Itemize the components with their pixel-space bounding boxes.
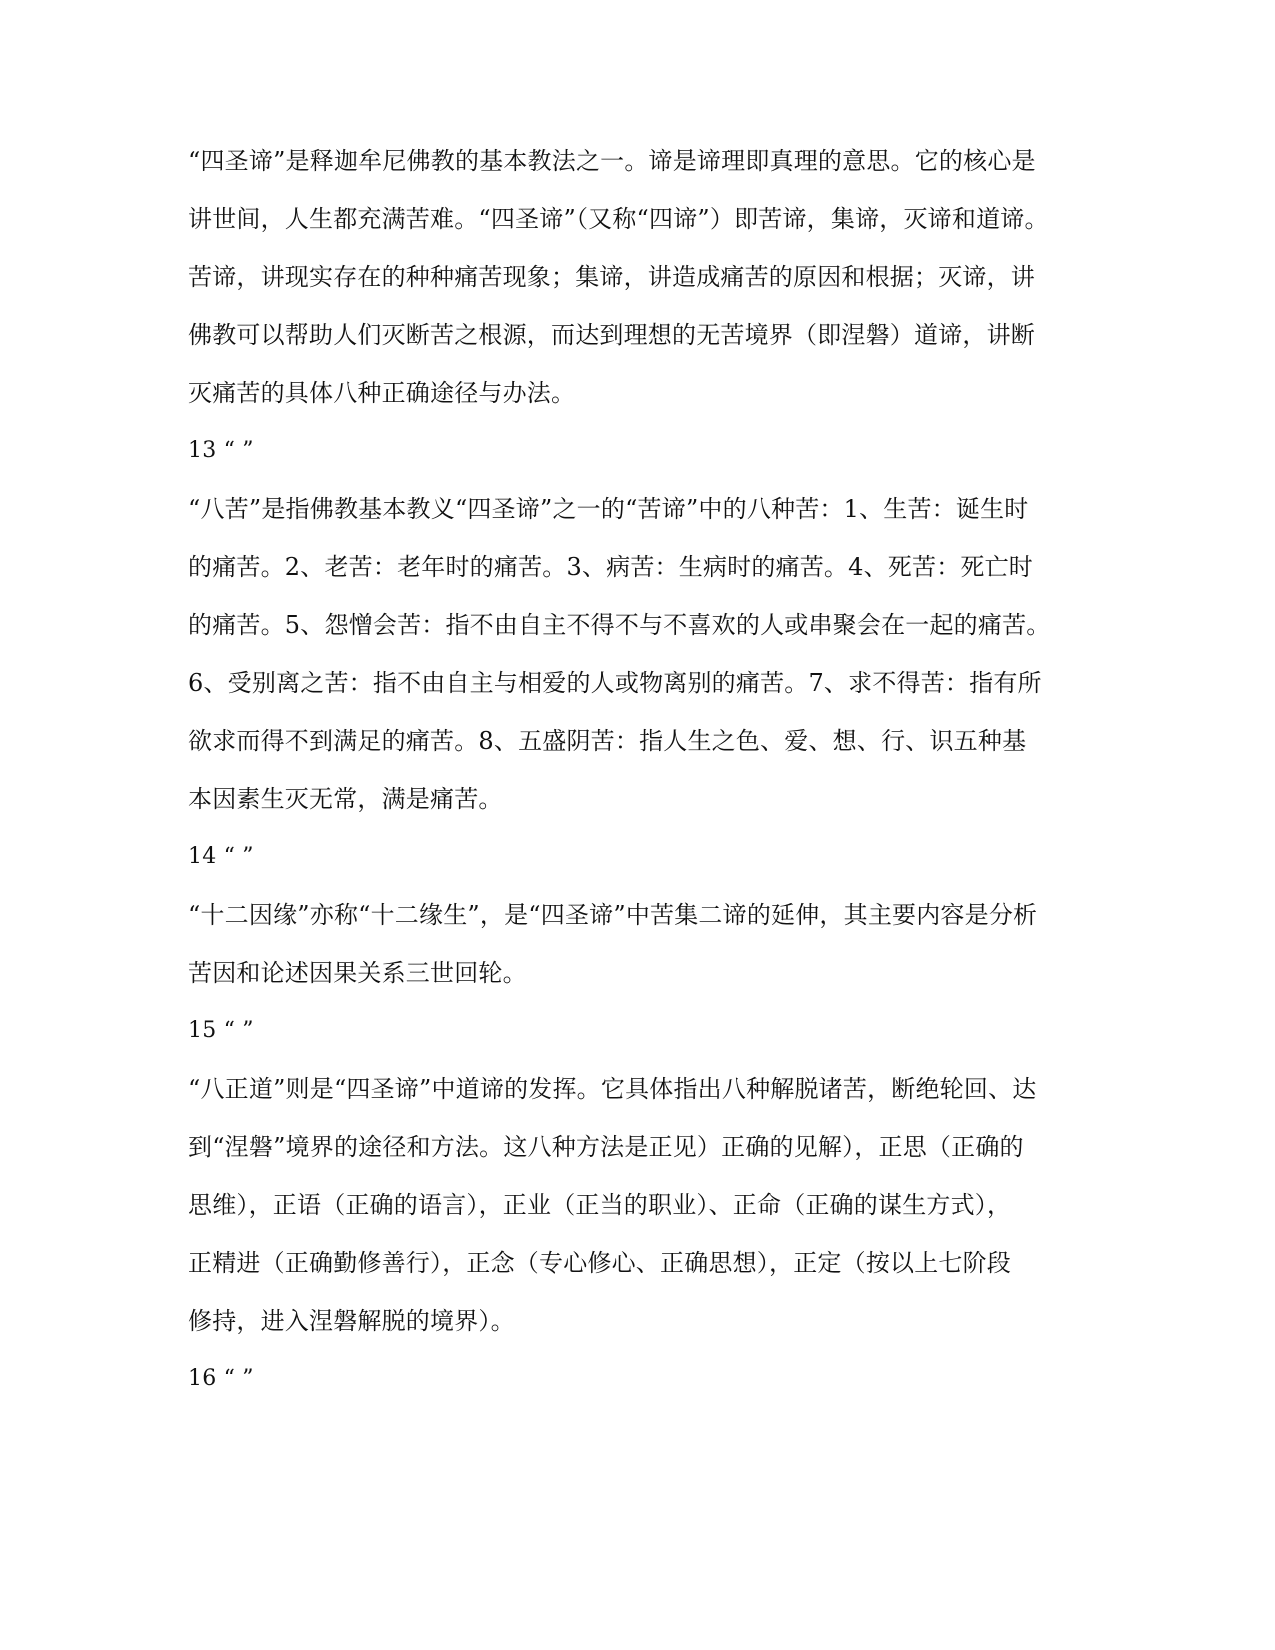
paragraph-line: 修持，进入涅磐解脱的境界）。 [188,1307,515,1335]
paragraph-line: 6、受别离之苦：指不由自主与相爱的人或物离别的痛苦。7、求不得苦：指有所 [188,669,1042,697]
paragraph-line: 佛教可以帮助人们灭断苦之根源，而达到理想的无苦境界（即涅磐）道谛，讲断 [188,321,1035,349]
section-heading: 14 “ ” [188,844,254,869]
paragraph-line: 灭痛苦的具体八种正确途径与办法。 [188,379,576,407]
paragraph-line: 讲世间，人生都充满苦难。“四圣谛”（又称“四谛”）即苦谛，集谛，灭谛和道谛。 [188,205,1049,233]
paragraph-line: 苦因和论述因果关系三世回轮。 [188,959,527,987]
paragraph-line: “八苦”是指佛教基本教义“四圣谛”之一的“苦谛”中的八种苦：1、生苦：诞生时 [188,495,1029,523]
paragraph-line: “四圣谛”是释迦牟尼佛教的基本教法之一。谛是谛理即真理的意思。它的核心是 [188,147,1036,175]
paragraph-line: 正精进（正确勤修善行），正念（专心修心、正确思想），正定（按以上七阶段 [188,1249,1011,1277]
paragraph-line: “八正道”则是“四圣谛”中道谛的发挥。它具体指出八种解脱诸苦，断绝轮回、达 [188,1075,1037,1103]
section-heading: 13 “ ” [188,438,254,463]
paragraph-line: 苦谛，讲现实存在的种种痛苦现象；集谛，讲造成痛苦的原因和根据；灭谛，讲 [188,263,1035,291]
paragraph-line: 到“涅磐”境界的途径和方法。这八种方法是正见）正确的见解），正思（正确的 [188,1133,1024,1161]
paragraph-line: “十二因缘”亦称“十二缘生”，是“四圣谛”中苦集二谛的延伸，其主要内容是分析 [188,901,1038,929]
section-heading: 16 “ ” [188,1366,254,1391]
paragraph-line: 的痛苦。2、老苦：老年时的痛苦。3、病苦：生病时的痛苦。4、死苦：死亡时 [188,553,1034,581]
paragraph-line: 思维），正语（正确的语言），正业（正当的职业）、正命（正确的谋生方式）， [188,1191,1012,1219]
paragraph-line: 欲求而得不到满足的痛苦。8、五盛阴苦：指人生之色、爱、想、行、识五种基 [188,727,1027,755]
paragraph-line: 本因素生灭无常，满是痛苦。 [188,785,503,813]
paragraph-line: 的痛苦。5、怨憎会苦：指不由自主不得不与不喜欢的人或串聚会在一起的痛苦。 [188,611,1051,639]
section-heading: 15 “ ” [188,1018,254,1043]
